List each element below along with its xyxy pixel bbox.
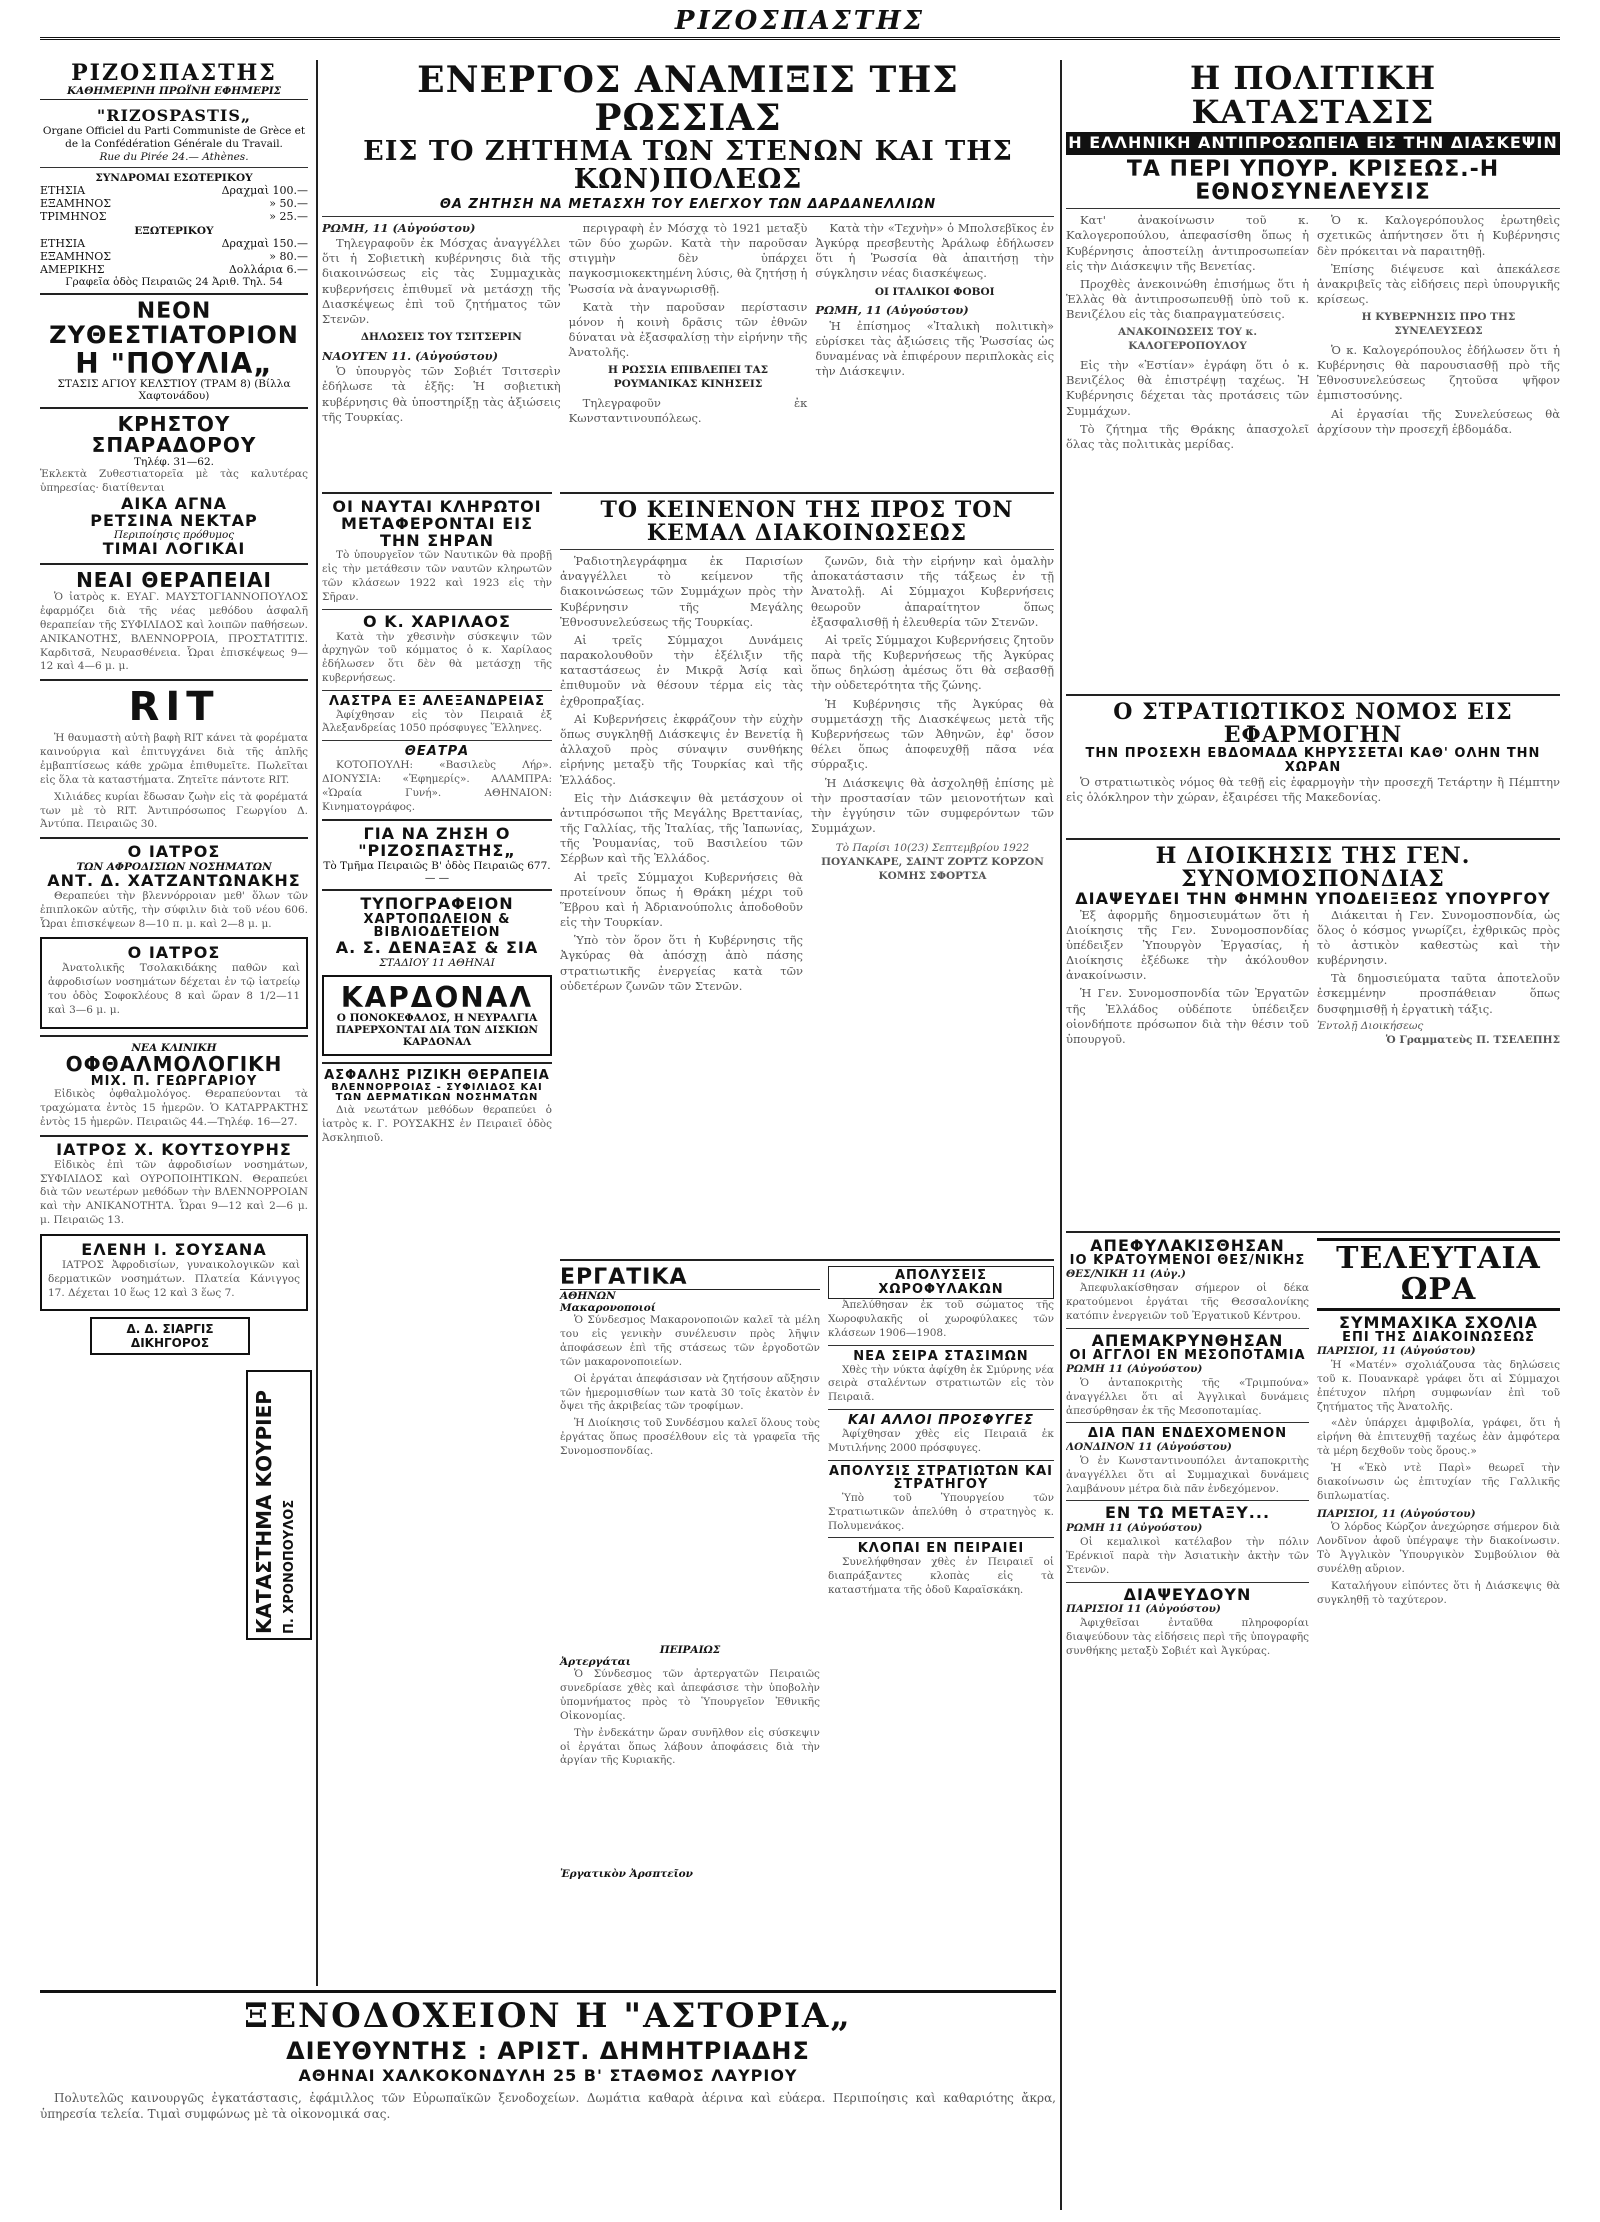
politics-headline: Η ΠΟΛΙΤΙΚΗ ΚΑΤΑΣΤΑΣΙΣ [1189,62,1437,131]
misc-news-section: ΑΠΟΛΥΣΕΙΣ ΧΩΡΟΦΥΛΑΚΩΝ Ἀπελύθησαν ἐκ τοῦ σώματος τῆς Χωροφυλακῆς οἱ χωροφύλακες τῶν κλάσεων 1906—1908. ΝΕΑ ΣΕΙΡΑ ΣΤΑΣΙΜΩΝ Χθὲς τὴν νύκτα ἀφίχθη ἐκ Σμύρνης νέα σειρὰ σταλέντων στρατιωτῶν εἰς τὸν Πειραιᾶ. ΚΑΙ ΑΛΛΟΙ ΠΡΟΣΦΥΓΕΣ Ἀφίχθησαν χθὲς εἰς Πειραιᾶ ἐκ Μυτιλήνης 2000 πρόσφυγες. ΑΠΟΛΥΣΙΣ ΣΤΡΑΤΙΩΤΩΝ ΚΑΙ ΣΤΡΑΤΗΓΟΥ Ὑπὸ τοῦ Ὑπουργείου τῶν Στρατιωτικῶν ἀπελύθη ὁ στρατηγὸς κ. Πολυμενάκος. ΚΛΟΠΑΙ ΕΝ ΠΕΙΡΑΙΕΙ Συνελήφθησαν χθὲς ἐν Πειραιεῖ οἱ διαπράξαντες κλοπὰς εἰς τὰ καταστήματα τῆς ὁδοῦ Καραϊσκάκη. [827,1268,1054,1596]
ad-iatros-box: Ο ΙΑΤΡΟΣ Ἀνατολικῆς Τσολακιδάκης παθῶν καὶ ἀφροδισίων νοσημάτων δέχεται ἐν τῷ ἰατρείῳ του ὁδὸς Σοφοκλέους 8 καὶ ὥραν 8 1/2—11 καὶ 3—6 μ. μ. [40,937,308,1028]
subscriptions-title: ΣΥΝΔΡΟΜΑΙ ΕΣΩΤΕΡΙΚΟΥ [95,172,253,185]
ad-therapeiai-title: ΝΕΑΙ ΘΕΡΑΠΕΙΑΙ [76,568,272,593]
ad-astoria: ΞΕΝΟΔΟΧΕΙΟΝ Η "ΑΣΤΟΡΙΑ„ ΔΙΕΥΘΥΝΤΗΣ : ΑΡΙΣΤ. ΔΗΜΗΤΡΙΑΔΗΣ ΑΘΗΝΑΙ ΧΑΛΚΟΚΟΝΔΥΛΗ 25 Β' ΣΤΑΘΜΟΣ ΛΑΥΡΙΟΥ Πολυτελῶς καινουργῶς ἐγκατάστασις, ἐφάμιλλος τῶν Εὐρωπαϊκῶν ξενοδοχείων. Δωμάτια καθαρὰ ἀέρινα καὶ εὐάερα. Περιποίησις καὶ καθαριότης ἄκρα, ὑπηρεσία τελεία. Τιμαὶ συμφώνως μὲ τὰ οἰκονομικά σας. [40,1990,1056,2212]
politics-subheadline-2: ΤΑ ΠΕΡΙ ΥΠΟΥΡ. ΚΡΙΣΕΩΣ.-Η ΕΘΝΟΣΥΝΕΛΕΥΣΙΣ [1126,156,1500,206]
subs-row: ΑΜΕΡΙΚΗΣ Δολλάρια 6.— [40,263,308,277]
main-subheadline: ΘΑ ΖΗΤΗΣΗ ΝΑ ΜΕΤΑΣΧΗ ΤΟΥ ΕΛΕΓΧΟΥ ΤΩΝ ΔΑΡΔΑΝΕΛΛΙΩΝ [439,197,937,213]
right-news-subcolumn: ΑΠΕΦΥΛΑΚΙΣΘΗΣΑΝ ΙΟ ΚΡΑΤΟΥΜΕΝΟΙ ΘΕΣ/ΝΙΚΗΣ ΘΕΣ/ΝΙΚΗ 11 (Αὐγ.) Ἀπεφυλακίσθησαν σήμερον οἱ δέκα κρατούμενοι ἐργάται τῆς Θεσσαλονίκης κατόπιν ἐνεργειῶν τοῦ Ἐργατικοῦ Κέντρου. ΑΠΕΜΑΚΡΥΝΘΗΣΑΝ ΟΙ ΑΓΓΛΟΙ ΕΝ ΜΕΣΟΠΟΤΑΜΙΑ ΡΩΜΗ 11 (Αὐγούστου) Ὁ ἀνταποκριτὴς τῆς «Τριμπούνα» ἀναγγέλλει ὅτι αἱ Ἀγγλικαὶ δυνάμεις ἀπεσύρθησαν ἐκ τῆς Μεσοποταμίας. ΔΙΑ ΠΑΝ ΕΝΔΕΧΟΜΕΝΟΝ ΛΟΝΔΙΝΟΝ 11 (Αὐγούστου) Ὁ ἐν Κωνσταντινουπόλει ἀνταποκριτὴς ἀναγγέλλει ὅτι αἱ Συμμαχικαὶ δυνάμεις λαμβάνουν μέτρα διὰ πᾶν ἐνδεχόμενον. ΕΝ ΤΩ ΜΕΤΑΞΥ... ΡΩΜΗ 11 (Αὐγούστου) Οἱ κεμαλικοὶ κατέλαβον τὴν πόλιν Ἐρένκιοϊ παρὰ τὴν Ἀσιατικὴν ἀκτὴν τῶν Στενῶν. ΔΙΑΨΕΥΔΟΥΝ ΠΑΡΙΣΙΟΙ 11 (Αὐγούστου) Ἀφιχθεῖσαι ἐνταῦθα πληροφορίαι διαψεύδουν τὰς εἰδήσεις περὶ τῆς ὑπογραφῆς συνθήκης μεταξὺ Σοβιέτ καὶ Ἀγκύρας. [1066,1235,1309,1658]
ad-typografeion: ΤΥΠΟΓΡΑΦΕΙΟΝ ΧΑΡΤΟΠΩΛΕΙΟΝ & ΒΙΒΛΙΟΔΕΤΕΙΟΝ Α. Σ. ΔΕΝΑΞΑΣ & ΣΙΑ ΣΤΑΔΙΟΥ 11 ΑΘΗΝΑΙ [335,894,539,969]
last-hour-subcolumn: ΤΕΛΕΥΤΑΙΑ ΩΡΑ ΣΥΜΜΑΧΙΚΑ ΣΧΟΛΙΑ ΕΠΙ ΤΗΣ ΔΙΑΚΟΙΝΩΣΕΩΣ ΠΑΡΙΣΙΟΙ, 11 (Αὐγούστου) Ἡ «Ματέν» σχολιάζουσα τὰς δηλώσεις τοῦ κ. Πουανκαρὲ γράφει ὅτι αἱ Σύμμαχοι ἐπέτυχον πλήρη συμφωνίαν ἐπὶ τοῦ ζητήματος τῆς Ἀνατολῆς. «Δὲν ὑπάρχει ἀμφιβολία, γράφει, ὅτι ἡ εἰρήνη θὰ ἐπιτευχθῇ ταχέως ἐὰν ἀμφότερα τὰ μέρη δεχθοῦν τοὺς ὅρους.» Ἡ «Ἐκὸ ντὲ Παρὶ» θεωρεῖ τὴν διακοίνωσιν ὡς ἐπιτυχίαν τῆς Γαλλικῆς διπλωματίας. ΠΑΡΙΣΙΟΙ, 11 (Αὐγούστου) Ὁ λόρδος Κώρζον ἀνεχώρησε σήμερον διὰ Λονδῖνον ἀφοῦ ὑπέγραψε τὴν διακοίνωσιν. Τὸ Ἀγγλικὸν Ὑπουργικὸν Συμβούλιον θὰ συνέλθῃ αὔριον. Καταλήγουν εἰπόντες ὅτι ἡ Διάσκεψις θὰ συγκληθῇ τὸ ταχύτερον. [1317,1238,1560,1662]
ad-kourier: ΚΑΤΑΣΤΗΜΑ ΚΟΥΡΙΕΡ Π. ΧΡΟΝΟΠΟΥΛΟΣ [246,1370,312,1640]
ad-eleni: ΕΛΕΝΗ Ι. ΣΟΥΣΑΝΑ ΙΑΤΡΟΣ Ἀφροδισίων, γυναικολογικῶν καὶ δερματικῶν νοσημάτων. Πλατεία Κάνιγγος 17. Δέχεται 10 ἕως 12 καὶ 3 ἕως 7. [40,1234,308,1311]
offices: Γραφεῖα ὁδὸς Πειραιῶς 24 Ἀριθ. Τηλ. 54 [65,276,283,289]
subs-row: ΕΞΑΜΗΝΟΣ » 80.— [40,250,308,264]
subs-row: ΤΡΙΜΗΝΟΣ » 25.— [40,210,308,224]
column-rule [1060,60,1062,2210]
ad-koutsouris: ΙΑΤΡΟΣ Χ. ΚΟΥΤΣΟΥΡΗΣ Εἰδικὸς ἐπὶ τῶν ἀφροδισίων νοσημάτων, ΣΥΦΙΛΙΔΟΣ καὶ ΟΥΡΟΠΟΙΗΤΙΚΩΝ. Θεραπεύει διὰ τῶν νεωτέρων μεθόδων τὴν ΒΛΕΝΝΟΡΡΟΙΑΝ καὶ τὴν ΑΝΙΚΑΝΟΤΗΤΑ. Ὧραι 9—12 καὶ 2—6 μ. μ. Πειραιῶς 13. [40,1139,308,1227]
middle-left-subcolumn: ΟΙ ΝΑΥΤΑΙ ΚΛΗΡΩΤΟΙ ΜΕΤΑΦΕΡΟΝΤΑΙ ΕΙΣ ΤΗΝ ΣΗΡΑΝ Τὸ ὑπουργεῖον τῶν Ναυτικῶν θὰ προβῇ εἰς τὴν μετάθεσιν τῶν ναυτῶν κληρωτῶν τῶν κλάσεων 1922 καὶ 1923 εἰς τὴν Σῆραν. Ο Κ. ΧΑΡΙΛΑΟΣ Κατὰ τὴν χθεσινὴν σύσκεψιν τῶν ἀρχηγῶν τοῦ κόμματος ὁ κ. Χαρίλαος ἐδήλωσεν ὅτι δὲν θὰ μετάσχῃ τῆς κυβερνήσεως. ΛΑΣΤΡΑ ΕΞ ΑΛΕΞΑΝΔΡΕΙΑΣ Ἀφίχθησαν εἰς τὸν Πειραιᾶ ἐξ Ἀλεξανδρείας 1050 πρόσφυγες Ἕλληνες. ΘΕΑΤΡΑ ΚΟΤΟΠΟΥΛΗ: «Βασιλεὺς Λήρ». ΔΙΟΝΥΣΙΑ: «Ἐφημερίς». ΑΛΑΜΠΡΑ: «Ὡραία Γυνή». ΑΘΗΝΑΙΟΝ: Κινηματογράφος. ΓΙΑ ΝΑ ΖΗΣΗ Ο "ΡΙΖΟΣΠΑΣΤΗΣ„ Τὸ Τμῆμα Πειραιῶς Β' ὁδὸς Πειραιῶς 677. — — ΤΥΠΟΓΡΑΦΕΙΟΝ ΧΑΡΤΟΠΩΛΕΙΟΝ & ΒΙΒΛΙΟΔΕΤΕΙΟΝ Α. Σ. ΔΕΝΑΞΑΣ & ΣΙΑ ΣΤΑΔΙΟΥ 11 ΑΘΗΝΑΙ ΚΑΡΔΟΝΑΛ Ο ΠΟΝΟΚΕΦΑΛΟΣ, Η ΝΕΥΡΑΛΓΙΑ ΠΑΡΕΡΧΟΝΤΑΙ ΔΙΑ ΤΩΝ ΔΙΣΚΙΩΝ ΚΑΡΔΟΝΑΛ ΑΣΦΑΛΗΣ ΡΙΖΙΚΗ ΘΕΡΑΠΕΙΑ ΒΛΕΝΝΟΡΡΟΙΑΣ - ΣΥΦΙΛΙΔΟΣ ΚΑΙ ΤΩΝ ΔΕΡΜΑΤΙΚΩΝ ΝΟΣΗΜΑΤΩΝ Διὰ νεωτάτων μεθόδων θεραπεύει ὁ ἰατρὸς κ. Γ. ΡΟΥΣΑΚΗΣ ἐν Πειραιεῖ ὁδὸς Ἀσκληπιοῦ. [322,487,552,1880]
ad-iatros: Ο ΙΑΤΡΟΣ ΤΩΝ ΑΦΡΟΔΙΣΙΩΝ ΝΟΣΗΜΑΤΩΝ ΑΝΤ. Δ. ΧΑΤΖΑΝΤΩΝΑΚΗΣ Θεραπεύει τὴν βλεννόρροιαν μεθ' ὅλων τῶν ἐπιπλοκῶν αὐτῆς, τὴν σύφιλιν διὰ τοῦ νέου 606. Ὧραι ἐπισκέψεων 8—10 π. μ. καὶ 2—8 μ. μ. [40,842,308,930]
right-column: Η ΠΟΛΙΤΙΚΗ ΚΑΤΑΣΤΑΣΙΣ Η ΕΛΛΗΝΙΚΗ ΑΝΤΙΠΡΟΣΩΠΕΙΑ ΕΙΣ ΤΗΝ ΔΙΑΣΚΕΨΙΝ ΤΑ ΠΕΡΙ ΥΠΟΥΡ. ΚΡΙΣΕΩΣ.-Η ΕΘΝΟΣΥΝΕΛΕΥΣΙΣ Κατ' ἀνακοίνωσιν τοῦ κ. Καλογεροπούλου, ἀπεφασίσθη ὅπως ἡ Κυβέρνησις ἀποστείλῃ ἀντιπροσωπείαν εἰς τὴν Διάσκεψιν τῆς Βενετίας. Προχθὲς ἀνεκοινώθη ἐπισήμως ὅτι ἡ Ἑλλὰς θὰ ἀντιπροσωπευθῇ ὑπὸ τοῦ κ. Βενιζέλου εἰς τὰς διαπραγματεύσεις. ΑΝΑΚΟΙΝΩΣΕΙΣ ΤΟΥ κ. ΚΑΛΟΓΕΡΟΠΟΥΛΟΥ Εἰς τὴν «Ἑστίαν» ἐγράφη ὅτι ὁ κ. Βενιζέλος θὰ ἐπιστρέψῃ ταχέως. Ἡ Κυβέρνησις δέχεται τὰς προτάσεις τῶν Συμμάχων. Τὸ ζήτημα τῆς Θράκης ἀπασχολεῖ ὅλας τὰς πολιτικὰς μερίδας. Ὁ κ. Καλογερόπουλος ἐρωτηθεὶς σχετικῶς ἀπήντησεν ὅτι ἡ Κυβέρνησις δὲν πρόκειται νὰ παραιτηθῇ. Ἐπίσης διέψευσε καὶ ἀπεκάλεσε ἀνακριβεῖς τὰς εἰδήσεις περὶ ὑπουργικῆς κρίσεως. Η ΚΥΒΕΡΝΗΣΙΣ ΠΡΟ ΤΗΣ ΣΥΝΕΛΕΥΣΕΩΣ Ὁ κ. Καλογερόπουλος ἐδήλωσεν ὅτι ἡ Κυβέρνησις θὰ παρουσιασθῇ πρὸ τῆς Ἐθνοσυνελεύσεως ζητοῦσα ψῆφον ἐμπιστοσύνης. Αἱ ἐργασίαι τῆς Συνελεύσεως θὰ ἀρχίσουν τὴν προσεχῆ ἑβδομάδα. Ο ΣΤΡΑΤΙΩΤΙΚΟΣ ΝΟΜΟΣ ΕΙΣ ΕΦΑΡΜΟΓΗΝ ΤΗΝ ΠΡΟΣΕΧΗ ΕΒΔΟΜΑΔΑ ΚΗΡΥΣΣΕΤΑΙ ΚΑΘ' ΟΛΗΝ ΤΗΝ ΧΩΡΑΝ Ὁ στρατιωτικὸς νόμος θὰ τεθῇ εἰς ἐφαρμογὴν τὴν προσεχῆ Τετάρτην ἢ Πέμπτην εἰς ὁλόκληρον τὴν χώραν, ἐξαιρέσει τῆς Μακεδονίας. Η ΔΙΟΙΚΗΣΙΣ ΤΗΣ ΓΕΝ. ΣΥΝΟΜΟΣΠΟΝΔΙΑΣ ΔΙΑΨΕΥΔΕΙ ΤΗΝ ΦΗΜΗΝ ΥΠΟΔΕΙΞΕΩΣ ΥΠΟΥΡΓΟΥ Ἐξ ἀφορμῆς δημοσιευμάτων ὅτι ἡ Διοίκησις τῆς Γεν. Συνομοσπονδίας ὑπέδειξεν Ὑπουργὸν Ἐργασίας, ἡ Διοίκησις ἐξέδωκε τὴν ἀκόλουθον ἀνακοίνωσιν. Ἡ Γεν. Συνομοσπονδία τῶν Ἐργατῶν τῆς Ἑλλάδος οὐδέποτε ὑπέδειξεν οἱονδήποτε πρόσωπον διὰ τὴν θέσιν τοῦ ὑπουργοῦ. Διάκειται ἡ Γεν. Συνομοσπονδία, ὡς ὅλος ὁ κόσμος γνωρίζει, ἐχθρικῶς πρὸς τὸ ἀστικὸν καθεστὼς καὶ τὴν κυβέρνησιν. Τὰ δημοσιεύματα ταῦτα ἀποτελοῦν ἐσκεμμένην προσπάθειαν ὅπως δυσφημισθῇ ἡ ἐργατικὴ τάξις. Ἐντολῇ Διοικήσεως Ὁ Γραμματεὺς Π. ΤΣΕΛΕΠΗΣ ΑΠΕΦΥΛΑΚΙΣΘΗΣΑΝ ΙΟ ΚΡΑΤΟΥΜΕΝΟΙ ΘΕΣ/ΝΙΚΗΣ ΘΕΣ/ΝΙΚΗ 11 (Αὐγ.) Ἀπεφυλακίσθησαν σήμερον οἱ δέκα κρατούμενοι ἐργάται τῆς Θεσσαλονίκης κατόπιν ἐνεργειῶν τοῦ Ἐργατικοῦ Κέντρου. ΑΠΕΜΑΚΡΥΝΘΗΣΑΝ ΟΙ ΑΓΓΛΟΙ ΕΝ ΜΕΣΟΠΟΤΑΜΙΑ ΡΩΜΗ 11 (Αὐγούστου) Ὁ ἀνταποκριτὴς τῆς «Τριμπούνα» ἀναγγέλλει ὅτι αἱ Ἀγγλικαὶ δυνάμεις ἀπεσύρθησαν ἐκ τῆς Μεσοποταμίας. ΔΙΑ ΠΑΝ ΕΝΔΕΧΟΜΕΝΟΝ ΛΟΝΔΙΝΟΝ 11 (Αὐγούστου) Ὁ ἐν Κωνσταντινουπόλει ἀνταποκριτὴς ἀναγγέλλει ὅτι αἱ Συμμαχικαὶ δυνάμεις λαμβάνουν μέτρα διὰ πᾶν ἐνδεχόμενον. ΕΝ ΤΩ ΜΕΤΑΞΥ... ΡΩΜΗ 11 (Αὐγούστου) Οἱ κεμαλικοὶ κατέλαβον τὴν πόλιν Ἐρένκιοϊ παρὰ τὴν Ἀσιατικὴν ἀκτὴν τῶν Στενῶν. ΔΙΑΨΕΥΔΟΥΝ ΠΑΡΙΣΙΟΙ 11 (Αὐγούστου) Ἀφιχθεῖσαι ἐνταῦθα πληροφορίαι διαψεύδουν τὰς εἰδήσεις περὶ τῆς ὑπογραφῆς συνθήκης μεταξὺ Σοβιέτ καὶ Ἀγκύρας. ΤΕΛΕΥΤΑΙΑ ΩΡΑ ΣΥΜΜΑΧΙΚΑ ΣΧΟΛΙΑ ΕΠΙ ΤΗΣ ΔΙΑΚΟΙΝΩΣΕΩΣ ΠΑΡΙΣΙΟΙ, 11 (Αὐγούστου) Ἡ «Ματέν» σχολιάζουσα τὰς δηλώσεις τοῦ κ. Πουανκαρὲ γράφει ὅτι αἱ Σύμμαχοι ἐπέτυχον πλήρη συμφωνίαν ἐπὶ τοῦ ζητήματος τῆς Ἀνατολῆς. «Δὲν ὑπάρχει ἀμφιβολία, γράφει, ὅτι ἡ εἰρήνη θὰ ἐπιτευχθῇ ταχέως ἐὰν ἀμφότερα τὰ μέρη δεχθοῦν τοὺς ὅρους.» Ἡ «Ἐκὸ ντὲ Παρὶ» θεωρεῖ τὴν διακοίνωσιν ὡς ἐπιτυχίαν τῆς Γαλλικῆς διπλωματίας. ΠΑΡΙΣΙΟΙ, 11 (Αὐγούστου) Ὁ λόρδος Κώρζον ἀνεχώρησε σήμερον διὰ Λονδῖνον ἀφοῦ ὑπέγραψε τὴν διακοίνωσιν. Τὸ Ἀγγλικὸν Ὑπουργικὸν Συμβούλιον θὰ συνέλθῃ αὔριον. Καταλήγουν εἰπόντες ὅτι ἡ Διάσκεψις θὰ συγκληθῇ τὸ ταχύτερον. [1066,62,1560,2212]
column-rule [316,60,318,1986]
ad-kardonal: ΚΑΡΔΟΝΑΛ Ο ΠΟΝΟΚΕΦΑΛΟΣ, Η ΝΕΥΡΑΛΓΙΑ ΠΑΡΕΡΧΟΝΤΑΙ ΔΙΑ ΤΩΝ ΔΙΣΚΙΩΝ ΚΑΡΔΟΝΑΛ [322,975,552,1056]
subscriptions-ext-title: ΕΞΩΤΕΡΙΚΟΥ [134,225,214,238]
masthead: ΡΙΖΟΣΠΑΣΤΗΣ [40,6,1560,40]
ad-lawyer: Δ. Δ. ΣΙΑΡΓΙΣ ΔΙΚΗΓΟΡΟΣ [90,1317,250,1355]
russia-article: ΡΩΜΗ, 11 (Αὐγούστου) Τηλεγραφοῦν ἐκ Μόσχας ἀναγγέλλει ὅτι ἡ Σοβιετικὴ κυβέρνησις διὰ τῆς διακοινώσεως εἰς τὰς Συμμαχικὰς κυβερνήσεις ἐπιθυμεῖ νὰ μετάσχῃ τῆς Διασκέψεως ἐπὶ τοῦ ζητήματος τῶν Στενῶν. ΔΗΛΩΣΕΙΣ ΤΟΥ ΤΣΙΤΣΕΡΙΝ ΝΑΟΥΓΕΝ 11. (Αὐγούστου) Ὁ ὑπουργὸς τῶν Σοβιέτ Τσιτσερὶν ἐδήλωσε τὰ ἑξῆς: Ἡ σοβιετικὴ κυβέρνησις θὰ ὑποστηρίξῃ τὰς ἀξιώσεις τῆς Τουρκίας. περιγραφὴ ἐν Μόσχᾳ τὸ 1921 μεταξὺ τῶν δύο χωρῶν. Κατὰ τὴν παροῦσαν στιγμὴν δὲν ὑπάρχει παγκοσμιοκεκτημένη λύσις, θὰ ζητήσῃ ἡ Ῥωσσία νὰ ἀναγνωρισθῇ. Κατὰ τὴν παροῦσαν περίστασιν μόνον ἡ κοινὴ δρᾶσις τῶν ἐθνῶν δύναται νὰ ἐξασφαλίσῃ τὴν εἰρήνην τῆς Ἀνατολῆς. Η ΡΩΣΣΙΑ ΕΠΙΒΛΕΠΕΙ ΤΑΣ ΡΟΥΜΑΝΙΚΑΣ ΚΙΝΗΣΕΙΣ Τηλεγραφοῦν ἐκ Κωνσταντινουπόλεως. Κατὰ τὴν «Τεχνὴν» ὁ Μπολσεβῖκος ἐν Ἀγκύρᾳ πρεσβευτὴς Ἀράλωφ ἐδήλωσεν ὅτι ἡ Ῥωσσία θὰ ἀπαιτήσῃ τὴν σύγκλησιν νέας διασκέψεως. ΟΙ ΙΤΑΛΙΚΟΙ ΦΟΒΟΙ ΡΩΜΗ, 11 (Αὐγούστου) Ἡ ἐπίσημος «Ἰταλικὴ πολιτικὴ» εὑρίσκει τὰς ἀξιώσεις τῆς Ῥωσσίας ὡς δυναμένας νὰ ἐπιφέρουν περιπλοκὰς εἰς τὴν Διάσκεψιν. [322,220,1054,426]
middle-right-subcolumn: ΤΟ ΚΕΙΝΕΝΟΝ ΤΗΣ ΠΡΟΣ ΤΟΝ ΚΕΜΑΛ ΔΙΑΚΟΙΝΩΣΕΩΣ Ῥαδιοτηλεγράφημα ἐκ Παρισίων ἀναγγέλλει τὸ κείμενον τῆς διακοινώσεως τῶν Συμμάχων πρὸς τὴν Κυβέρνησιν τῆς Μεγάλης Ἐθνοσυνελεύσεως τῆς Τουρκίας. Αἱ τρεῖς Σύμμαχοι Δυνάμεις παρακολουθοῦν τὴν ἐξέλιξιν τῆς καταστάσεως ἐν Μικρᾷ Ἀσίᾳ καὶ ἐπιθυμοῦν νὰ θέσουν τέρμα εἰς τὰς ἐχθροπραξίας. Αἱ Κυβερνήσεις ἐκφράζουν τὴν εὐχὴν ὅπως συγκληθῇ Διάσκεψις ἐν Βενετίᾳ ἢ ἀλλαχοῦ πρὸς σύναψιν συνθήκης εἰρήνης μεταξὺ τῆς Τουρκίας καὶ τῆς Ἑλλάδος. Εἰς τὴν Διάσκεψιν θὰ μετάσχουν οἱ ἀντιπρόσωποι τῆς Μεγάλης Βρεττανίας, τῆς Γαλλίας, τῆς Ἰταλίας, τῆς Ἰαπωνίας, τῆς Ῥουμανίας, τοῦ Βασιλείου τῶν Σέρβων καὶ τῆς Ἑλλάδος. Αἱ τρεῖς Σύμμαχοι Κυβερνήσεις θὰ προτείνουν ὅπως ἡ Θράκη μέχρι τοῦ Ἕβρου καὶ ἡ Ἀδριανούπολις ἀποδοθοῦν εἰς τὴν Τουρκίαν. Ὑπὸ τὸν ὅρον ὅτι ἡ Κυβέρνησις τῆς Ἀγκύρας θὰ ἀπόσχῃ ἀπὸ πάσης στρατιωτικῆς ἐνεργείας κατὰ τῶν οὐδετέρων ζωνῶν τῶν Στενῶν. ζωνῶν, διὰ τὴν εἰρήνην καὶ ὁμαλὴν ἀποκατάστασιν τῆς τάξεως ἐν τῇ Ἀνατολῇ. Αἱ Σύμμαχοι Κυβερνήσεις θεωροῦν ἀπαραίτητον ὅπως ἐξασφαλισθῇ ἡ ἐλευθερία τῶν Στενῶν. Αἱ τρεῖς Σύμμαχοι Κυβερνήσεις ζητοῦν παρὰ τῆς Κυβερνήσεως τῆς Ἀγκύρας ὅπως δηλώσῃ ἀμέσως ὅτι θὰ σεβασθῇ τὴν οὐδετερότητα τῆς ζώνης. Ἡ Κυβέρνησις τῆς Ἀγκύρας θὰ συμμετάσχῃ τῆς Διασκέψεως μετὰ τῆς Κυβερνήσεως τῶν Ἀθηνῶν, ἐφ' ὅσον θέλει ὅπως ἀποφευχθῇ πᾶσα νέα σύρραξις. Ἡ Διάσκεψις θὰ ἀσχοληθῇ ἐπίσης μὲ τὴν προστασίαν τῶν μειονοτήτων καὶ τὴν ἐγγύησιν τῶν συμφερόντων τῶν Συμμάχων. Τὸ Παρίσι 10(23) Σεπτεμβρίου 1922 ΠΟΥΑΝΚΑΡΕ, ΣΑΙΝΤ ΖΟΡΤΖ ΚΟΡΖΟΝ ΚΟΜΗΣ ΣΦΟΡΤΣΑ ΕΡΓΑΤΙΚΑ ΑΘΗΝΩΝ Μακαρονοποιοί Ὁ Σύνδεσμος Μακαρονοποιῶν καλεῖ τὰ μέλη του εἰς γενικὴν συνέλευσιν πρὸς λῆψιν ἀποφάσεων ἐπὶ τῆς στάσεως τῶν ἐργοδοτῶν τῶν μακαρονοποιείων. Οἱ ἐργάται ἀπεφάσισαν νὰ ζητήσουν αὔξησιν τῶν ἡμερομισθίων των κατὰ 30 τοῖς ἑκατὸν ἐν ὄψει τῆς ἀκριβείας τῶν τροφίμων. Ἡ Διοίκησις τοῦ Συνδέσμου καλεῖ ὅλους τοὺς ἐργάτας ὅπως προσέλθουν εἰς τὰ γραφεῖα τῆς Συνομοσπονδίας. ΠΕΙΡΑΙΩΣ Ἀρτεργάται Ὁ Σύνδεσμος τῶν ἀρτεργατῶν Πειραιῶς συνεδρίασε χθὲς καὶ ἀπεφάσισε τὴν ὑποβολὴν ὑπομνήματος πρὸς τὸ Ὑπουργεῖον Ἐθνικῆς Οἰκονομίας. Τὴν ἐνδεκάτην ὥραν συνῆλθον εἰς σύσκεψιν οἱ ἐργάται ὅπως λάβουν ἀποφάσεις διὰ τὴν ἀργίαν τῆς Κυριακῆς. Ἐργατικὸν Ἀρσπτεῖον ΑΠΟΛΥΣΕΙΣ ΧΩΡΟΦΥΛΑΚΩΝ Ἀπελύθησαν ἐκ τοῦ σώματος τῆς Χωροφυλακῆς οἱ χωροφύλακες τῶν κλάσεων 1906—1908. ΝΕΑ ΣΕΙΡΑ ΣΤΑΣΙΜΩΝ Χθὲς τὴν νύκτα ἀφίχθη ἐκ Σμύρνης νέα σειρὰ σταλέντων στρατιωτῶν εἰς τὸν Πειραιᾶ. ΚΑΙ ΑΛΛΟΙ ΠΡΟΣΦΥΓΕΣ Ἀφίχθησαν χθὲς εἰς Πειραιᾶ ἐκ Μυτιλήνης 2000 πρόσφυγες. ΑΠΟΛΥΣΙΣ ΣΤΡΑΤΙΩΤΩΝ ΚΑΙ ΣΤΡΑΤΗΓΟΥ Ὑπὸ τοῦ Ὑπουργείου τῶν Στρατιωτικῶν ἀπελύθη ὁ στρατηγὸς κ. Πολυμενάκος. ΚΛΟΠΑΙ ΕΝ ΠΕΙΡΑΙΕΙ Συνελήφθησαν χθὲς ἐν Πειραιεῖ οἱ διαπράξαντες κλοπὰς εἰς τὰ καταστήματα τῆς ὁδοῦ Καραϊσκάκη. [560,487,1054,1880]
ad-rit: RIT [128,684,220,731]
subscriptions-ext-table [40,237,308,276]
subscriptions-table [40,184,308,223]
left-column: ΡΙΖΟΣΠΑΣΤΗΣ ΚΑΘΗΜΕΡΙΝΗ ΠΡΩΪΝΗ ΕΦΗΜΕΡΙΣ "RIZOSPASTIS„ Organe Officiel du Parti Communiste de Grèce et de la Confédération Générale du Travail. Rue du Pirée 24.— Athènes. ΣΥΝΔΡΟΜΑΙ ΕΣΩΤΕΡΙΚΟΥ ΕΤΗΣΙΑ Δραχμαὶ 100.— ΕΞΑΜΗΝΟΣ » 50.— ΤΡΙΜΗΝΟΣ » 25.— ΕΞΩΤΕΡΙΚΟΥ ΕΤΗΣΙΑ Δραχμαὶ 150.— ΕΞΑΜΗΝΟΣ » 80.— ΑΜΕΡΙΚΗΣ Δολλάρια 6.— Γραφεῖα ὁδὸς Πειραιῶς 24 Ἀριθ. Τηλ. 54 ΝΕΟΝ ΖΥΘΕΣΤΙΑΤΟΡΙΟΝ Η "ΠΟΥΛΙΑ„ ΣΤΑΣΙΣ ΑΓΙΟΥ ΚΕΛΣΤΙΟΥ (ΤΡΑΜ 8) (Βίλλα Χαφτονάδου) ΚΡΗΣΤΟΥ ΣΠΑΡΑΔΟΡΟΥ Τηλέφ. 31—62. Ἑκλεκτὰ Ζυθεστιατορεῖα μὲ τὰς καλυτέρας ὑπηρεσίας· διατίθενται ΑΙΚΑ ΑΓΝΑ ΡΕΤΣΙΝΑ ΝΕΚΤΑΡ Περιποίησις πρόθυμος ΤΙΜΑΙ ΛΟΓΙΚΑΙ ΝΕΑΙ ΘΕΡΑΠΕΙΑΙ Ὁ ἰατρὸς κ. ΕΥΑΓ. ΜΑΥΣΤΟΓΙΑΝΝΟΠΟΥΛΟΣ ἐφαρμόζει διὰ τῆς νέας μεθόδου ἀσφαλῆ θεραπείαν τῆς ΣΥΦΙΛΙΔΟΣ καὶ λοιπῶν παθήσεων. ΑΝΙΚΑΝΟΤΗΣ, ΒΛΕΝΝΟΡΡΟΙΑ, ΠΡΟΣΤΑΤΙΤΙΣ. Καρδιτσᾶ, Νευρασθένεια. Ὧραι ἐπισκέψεως 9—12 καὶ 4—6 μ. μ. RIT Ἡ θαυμαστὴ αὐτὴ βαφὴ RIT κάνει τὰ φορέματα καινούργια καὶ ἐπιτυγχάνει διὰ τῆς ἁπλῆς ἐμβαπτίσεως κάθε χρῶμα ἐπιθυμεῖτε. Πωλεῖται εἰς ὅλα τὰ καταστήματα. Ζητεῖτε πάντοτε RIT. Χιλιάδες κυρίαι ἔδωσαν ζωὴν εἰς τὰ φορέματά των μὲ τὸ RIT. Ἀντιπρόσωπος Γεωργίου Δ. Ἀντύπα. Πειραιῶς 30. Ο ΙΑΤΡΟΣ ΤΩΝ ΑΦΡΟΔΙΣΙΩΝ ΝΟΣΗΜΑΤΩΝ ΑΝΤ. Δ. ΧΑΤΖΑΝΤΩΝΑΚΗΣ Θεραπεύει τὴν βλεννόρροιαν μεθ' ὅλων τῶν ἐπιπλοκῶν αὐτῆς, τὴν σύφιλιν διὰ τοῦ νέου 606. Ὧραι ἐπισκέψεων 8—10 π. μ. καὶ 2—8 μ. μ. Ο ΙΑΤΡΟΣ Ἀνατολικῆς Τσολακιδάκης παθῶν καὶ ἀφροδισίων νοσημάτων δέχεται ἐν τῷ ἰατρείῳ του ὁδὸς Σοφοκλέους 8 καὶ ὥραν 8 1/2—11 καὶ 3—6 μ. μ. ΝΕΑ ΚΛΙΝΙΚΗ ΟΦΘΑΛΜΟΛΟΓΙΚΗ ΜΙΧ. Π. ΓΕΩΡΓΑΡΙΟΥ Εἰδικὸς ὀφθαλμολόγος. Θεραπεύονται τὰ τραχώματα ἐντὸς 15 ἡμερῶν. Ὁ ΚΑΤΑΡΡΑΚΤΗΣ ἐντὸς 15 ἡμερῶν. Πειραιῶς 44.—Τηλέφ. 16—27. ΙΑΤΡΟΣ Χ. ΚΟΥΤΣΟΥΡΗΣ Εἰδικὸς ἐπὶ τῶν ἀφροδισίων νοσημάτων, ΣΥΦΙΛΙΔΟΣ καὶ ΟΥΡΟΠΟΙΗΤΙΚΩΝ. Θεραπεύει διὰ τῶν νεωτέρων μεθόδων τὴν ΒΛΕΝΝΟΡΡΟΙΑΝ καὶ τὴν ΑΝΙΚΑΝΟΤΗΤΑ. Ὧραι 9—12 καὶ 2—6 μ. μ. Πειραιῶς 13. ΕΛΕΝΗ Ι. ΣΟΥΣΑΝΑ ΙΑΤΡΟΣ Ἀφροδισίων, γυναικολογικῶν καὶ δερματικῶν νοσημάτων. Πλατεία Κάνιγγος 17. Δέχεται 10 ἕως 12 καὶ 3 ἕως 7. Δ. Δ. ΣΙΑΡΓΙΣ ΔΙΚΗΓΟΡΟΣ [40,62,308,1982]
ad-kristou: ΚΡΗΣΤΟΥ ΣΠΑΡΑΔΟΡΟΥ Τηλέφ. 31—62. Ἑκλεκτὰ Ζυθεστιατορεῖα μὲ τὰς καλυτέρας ὑπηρεσίας· διατίθενται ΑΙΚΑ ΑΓΝΑ ΡΕΤΣΙΝΑ ΝΕΚΤΑΡ Περιποίησις πρόθυμος ΤΙΜΑΙ ΛΟΓΙΚΑΙ [40,412,308,559]
ad-ofthalmologiki: ΝΕΑ ΚΛΙΝΙΚΗ ΟΦΘΑΛΜΟΛΟΓΙΚΗ ΜΙΧ. Π. ΓΕΩΡΓΑΡΙΟΥ Εἰδικὸς ὀφθαλμολόγος. Θεραπεύονται τὰ τραχώματα ἐντὸς 15 ἡμερῶν. Ὁ ΚΑΤΑΡΡΑΚΤΗΣ ἐντὸς 15 ἡμερῶν. Πειραιῶς 44.—Τηλέφ. 16—27. [40,1041,308,1129]
ad-asfalis: ΑΣΦΑΛΗΣ ΡΙΖΙΚΗ ΘΕΡΑΠΕΙΑ ΒΛΕΝΝΟΡΡΟΙΑΣ - ΣΥΦΙΛΙΔΟΣ ΚΑΙ ΤΩΝ ΔΕΡΜΑΤΙΚΩΝ ΝΟΣΗΜΑΤΩΝ Διὰ νεωτάτων μεθόδων θεραπεύει ὁ ἰατρὸς κ. Γ. ΡΟΥΣΑΚΗΣ ἐν Πειραιεῖ ὁδὸς Ἀσκληπιοῦ. [322,1068,552,1144]
middle-column [322,62,1054,1982]
subs-row: ΕΤΗΣΙΑ Δραχμαὶ 150.— [40,237,308,251]
politics-subheadline: Η ΕΛΛΗΝΙΚΗ ΑΝΤΙΠΡΟΣΩΠΕΙΑ ΕΙΣ ΤΗΝ ΔΙΑΣΚΕΨΙΝ [1066,132,1560,155]
latin-address: Rue du Pirée 24.— Athènes. [99,151,249,164]
main-headline-2: ΕΙΣ ΤΟ ΖΗΤΗΜΑ ΤΩΝ ΣΤΕΝΩΝ ΚΑΙ ΤΗΣ ΚΩΝ)ΠΟΛΕΩΣ [363,135,1013,195]
ergatika-section: ΕΡΓΑΤΙΚΑ ΑΘΗΝΩΝ Μακαρονοποιοί Ὁ Σύνδεσμος Μακαρονοποιῶν καλεῖ τὰ μέλη του εἰς γενικὴν συνέλευσιν πρὸς λῆψιν ἀποφάσεων ἐπὶ τῆς στάσεως τῶν ἐργοδοτῶν τῶν μακαρονοποιείων. Οἱ ἐργάται ἀπεφάσισαν νὰ ζητήσουν αὔξησιν τῶν ἡμερομισθίων των κατὰ 30 τοῖς ἑκατὸν ἐν ὄψει τῆς ἀκριβείας τῶν τροφίμων. Ἡ Διοίκησις τοῦ Συνδέσμου καλεῖ ὅλους τοὺς ἐργάτας ὅπως προσέλθουν εἰς τὰ γραφεῖα τῆς Συνομοσπονδίας. ΠΕΙΡΑΙΩΣ Ἀρτεργάται Ὁ Σύνδεσμος τῶν ἀρτεργατῶν Πειραιῶς συνεδρίασε χθὲς καὶ ἀπεφάσισε τὴν ὑποβολὴν ὑπομνήματος πρὸς τὸ Ὑπουργεῖον Ἐθνικῆς Οἰκονομίας. Τὴν ἐνδεκάτην ὥραν συνῆλθον εἰς σύσκεψιν οἱ ἐργάται ὅπως λάβουν ἀποφάσεις διὰ τὴν ἀργίαν τῆς Κυριακῆς. Ἐργατικὸν Ἀρσπτεῖον [560,1265,820,1881]
subs-row: ΕΞΑΜΗΝΟΣ » 50.— [40,197,308,211]
paper-subtitle: ΚΑΘΗΜΕΡΙΝΗ ΠΡΩΪΝΗ ΕΦΗΜΕΡΙΣ [40,85,308,100]
latin-description: Organe Officiel du Parti Communiste de Grèce et de la Confédération Générale du Travail. [42,125,306,151]
main-headline: ΕΝΕΡΓΟΣ ΑΝΑΜΙΞΙΣ ΤΗΣ ΡΩΣΣΙΑΣ [417,62,959,139]
paper-title: ΡΙΖΟΣΠΑΣΤΗΣ [71,62,277,86]
ad-zythestiatorion: ΝΕΟΝ ΖΥΘΕΣΤΙΑΤΟΡΙΟΝ Η "ΠΟΥΛΙΑ„ ΣΤΑΣΙΣ ΑΓΙΟΥ ΚΕΛΣΤΙΟΥ (ΤΡΑΜ 8) (Βίλλα Χαφτονάδου) [49,299,299,403]
latin-title: "RIZOSPASTIS„ [96,106,252,126]
subs-row: ΕΤΗΣΙΑ Δραχμαὶ 100.— [40,184,308,198]
